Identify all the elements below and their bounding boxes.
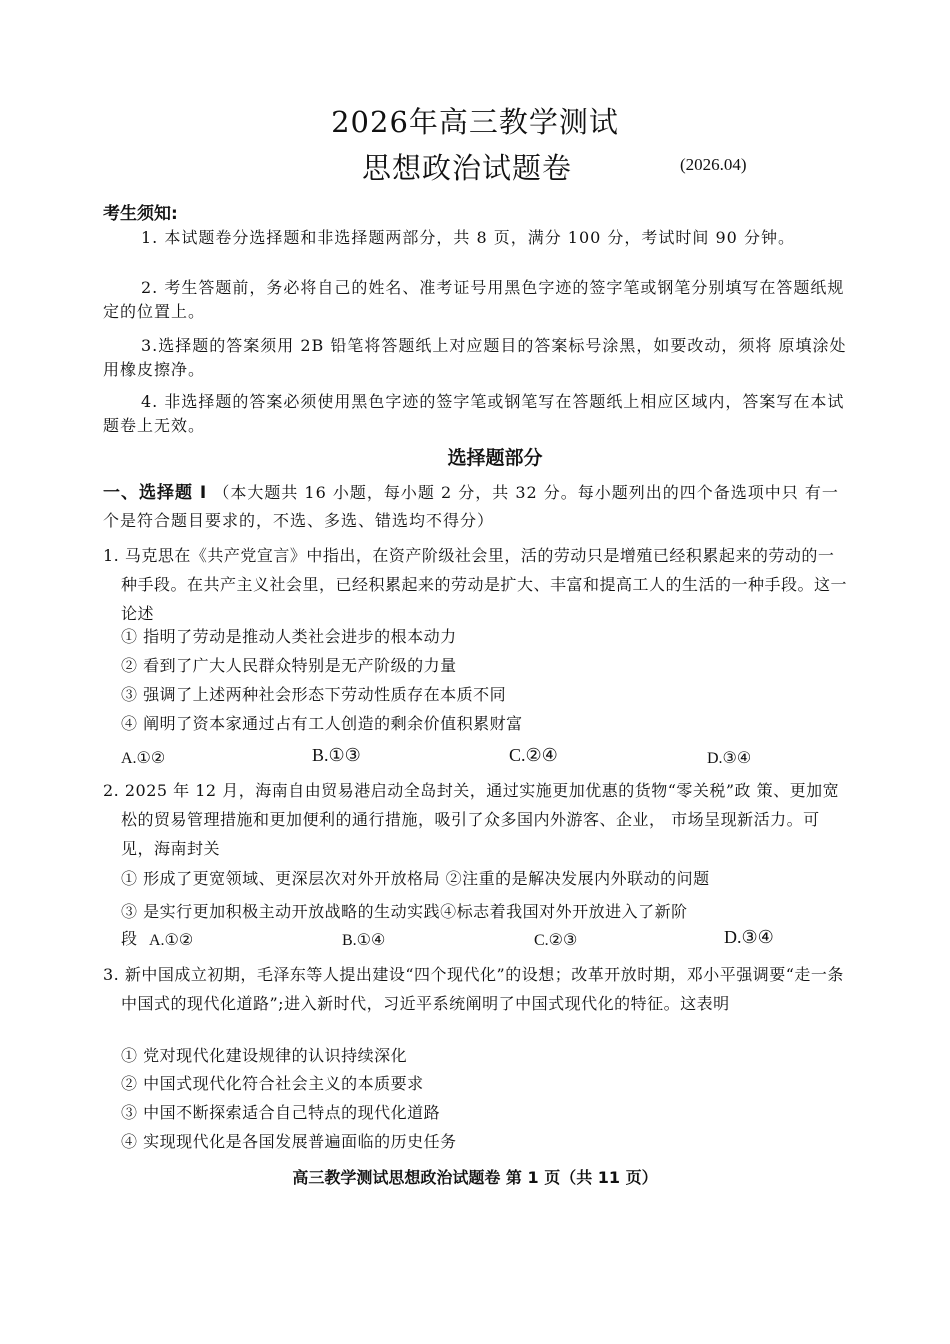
question-1 — [103, 541, 848, 628]
question-1-option-4: ④ 阐明了资本家通过占有工人创造的剩余价值积累财富 — [121, 714, 523, 733]
question-stem: 1. 马克思在《共产党宣言》中指出，在资产阶级社会里，活的劳动只是增殖已经积累起来的劳动的一种手段。在共产主义社会里，已经积累起来的劳动是扩大、丰富和提高工人的生活的一种手段。这一论述 — [103, 546, 848, 623]
question-stem: 3. 新中国成立初期，毛泽东等人提出建设“四个现代化”的设想；改革开放时期，邓小平强调要“走一条中国式的现代化道路”;进入新时代，习近平系统阐明了中国式现代化的特征。这表明 — [103, 965, 844, 1013]
question-2-option-2: ③ 是实行更加积极主动开放战略的生动实践④标志着我国对外开放进入了新阶 — [121, 902, 688, 921]
question-3 — [103, 960, 848, 1018]
notice-item-4: 4. 非选择题的答案必须使用黑色字迹的签字笔或钢笔写在答题纸上相应区域内，答案写在本试题卷上无效。 — [103, 392, 845, 435]
question-1-choice-c: C.②④ — [509, 745, 558, 765]
question-1-choice-d: D.③④ — [707, 750, 752, 767]
notice-item-1: 1. 本试题卷分选择题和非选择题两部分，共 8 页，满分 100 分，考试时间 90 分钟。 — [141, 228, 795, 247]
question-1-choice-a: A.①② — [121, 750, 166, 767]
question-3-option-4: ④ 实现现代化是各国发展普遍面临的历史任务 — [121, 1132, 457, 1151]
part-description: （本大题共 16 小题，每小题 2 分，共 32 分。每小题列出的四个备选项中只 有一个是符合题目要求的，不选、多选、错选均不得分） — [103, 483, 839, 530]
question-1-option-1: ① 指明了劳动是推动人类社会进步的根本动力 — [121, 627, 457, 646]
question-stem: 2. 2025 年 12 月，海南自由贸易港启动全岛封关，通过实施更加优惠的货物“零关税”政 策、更加宽松的贸易管理措施和更加便利的通行措施，吸引了众多国内外游客、企业， 市场呈现新活力。可见，海南封关 — [103, 781, 840, 858]
part-instructions — [103, 479, 843, 535]
question-3-option-2: ② 中国式现代化符合社会主义的本质要求 — [121, 1074, 424, 1093]
question-1-option-3: ③ 强调了上述两种社会形态下劳动性质存在本质不同 — [121, 685, 507, 704]
question-2-option-1: ① 形成了更宽领域、更深层次对外开放格局 ②注重的是解决发展内外联动的问题 — [121, 869, 710, 888]
question-2-option-tail: 段 — [121, 929, 138, 948]
part-label: 一、选择题 I — [103, 483, 208, 503]
exam-date: (2026.04) — [680, 155, 747, 174]
notice-heading: 考生须知: — [103, 204, 178, 224]
question-3-option-3: ③ 中国不断探索适合自己特点的现代化道路 — [121, 1103, 441, 1122]
question-2-choice-c: C.②③ — [534, 932, 578, 949]
exam-subtitle: 思想政治试题卷 — [362, 151, 573, 185]
question-1-choice-b: B.①③ — [312, 745, 361, 765]
section-title: 选择题部分 — [447, 447, 543, 469]
page-footer: 高三教学测试思想政治试题卷 第 1 页（共 11 页） — [292, 1168, 658, 1187]
exam-title: 2026年高三教学测试 — [331, 105, 619, 139]
notice-item-3: 3.选择题的答案须用 2B 铅笔将答题纸上对应题目的答案标号涂黑，如要改动，须将 原填涂处用橡皮擦净。 — [103, 336, 847, 379]
question-2-choice-d: D.③④ — [724, 927, 774, 947]
question-3-option-1: ① 党对现代化建设规律的认识持续深化 — [121, 1046, 408, 1065]
question-2-choice-a: A.①② — [149, 932, 194, 949]
notice-item-2: 2. 考生答题前，务必将自己的姓名、准考证号用黑色字迹的签字笔或钢笔分别填写在答题纸规定的位置上。 — [103, 278, 845, 321]
question-1-option-2: ② 看到了广大人民群众特别是无产阶级的力量 — [121, 656, 457, 675]
question-2 — [103, 776, 848, 863]
question-2-choice-b: B.①④ — [342, 932, 386, 949]
